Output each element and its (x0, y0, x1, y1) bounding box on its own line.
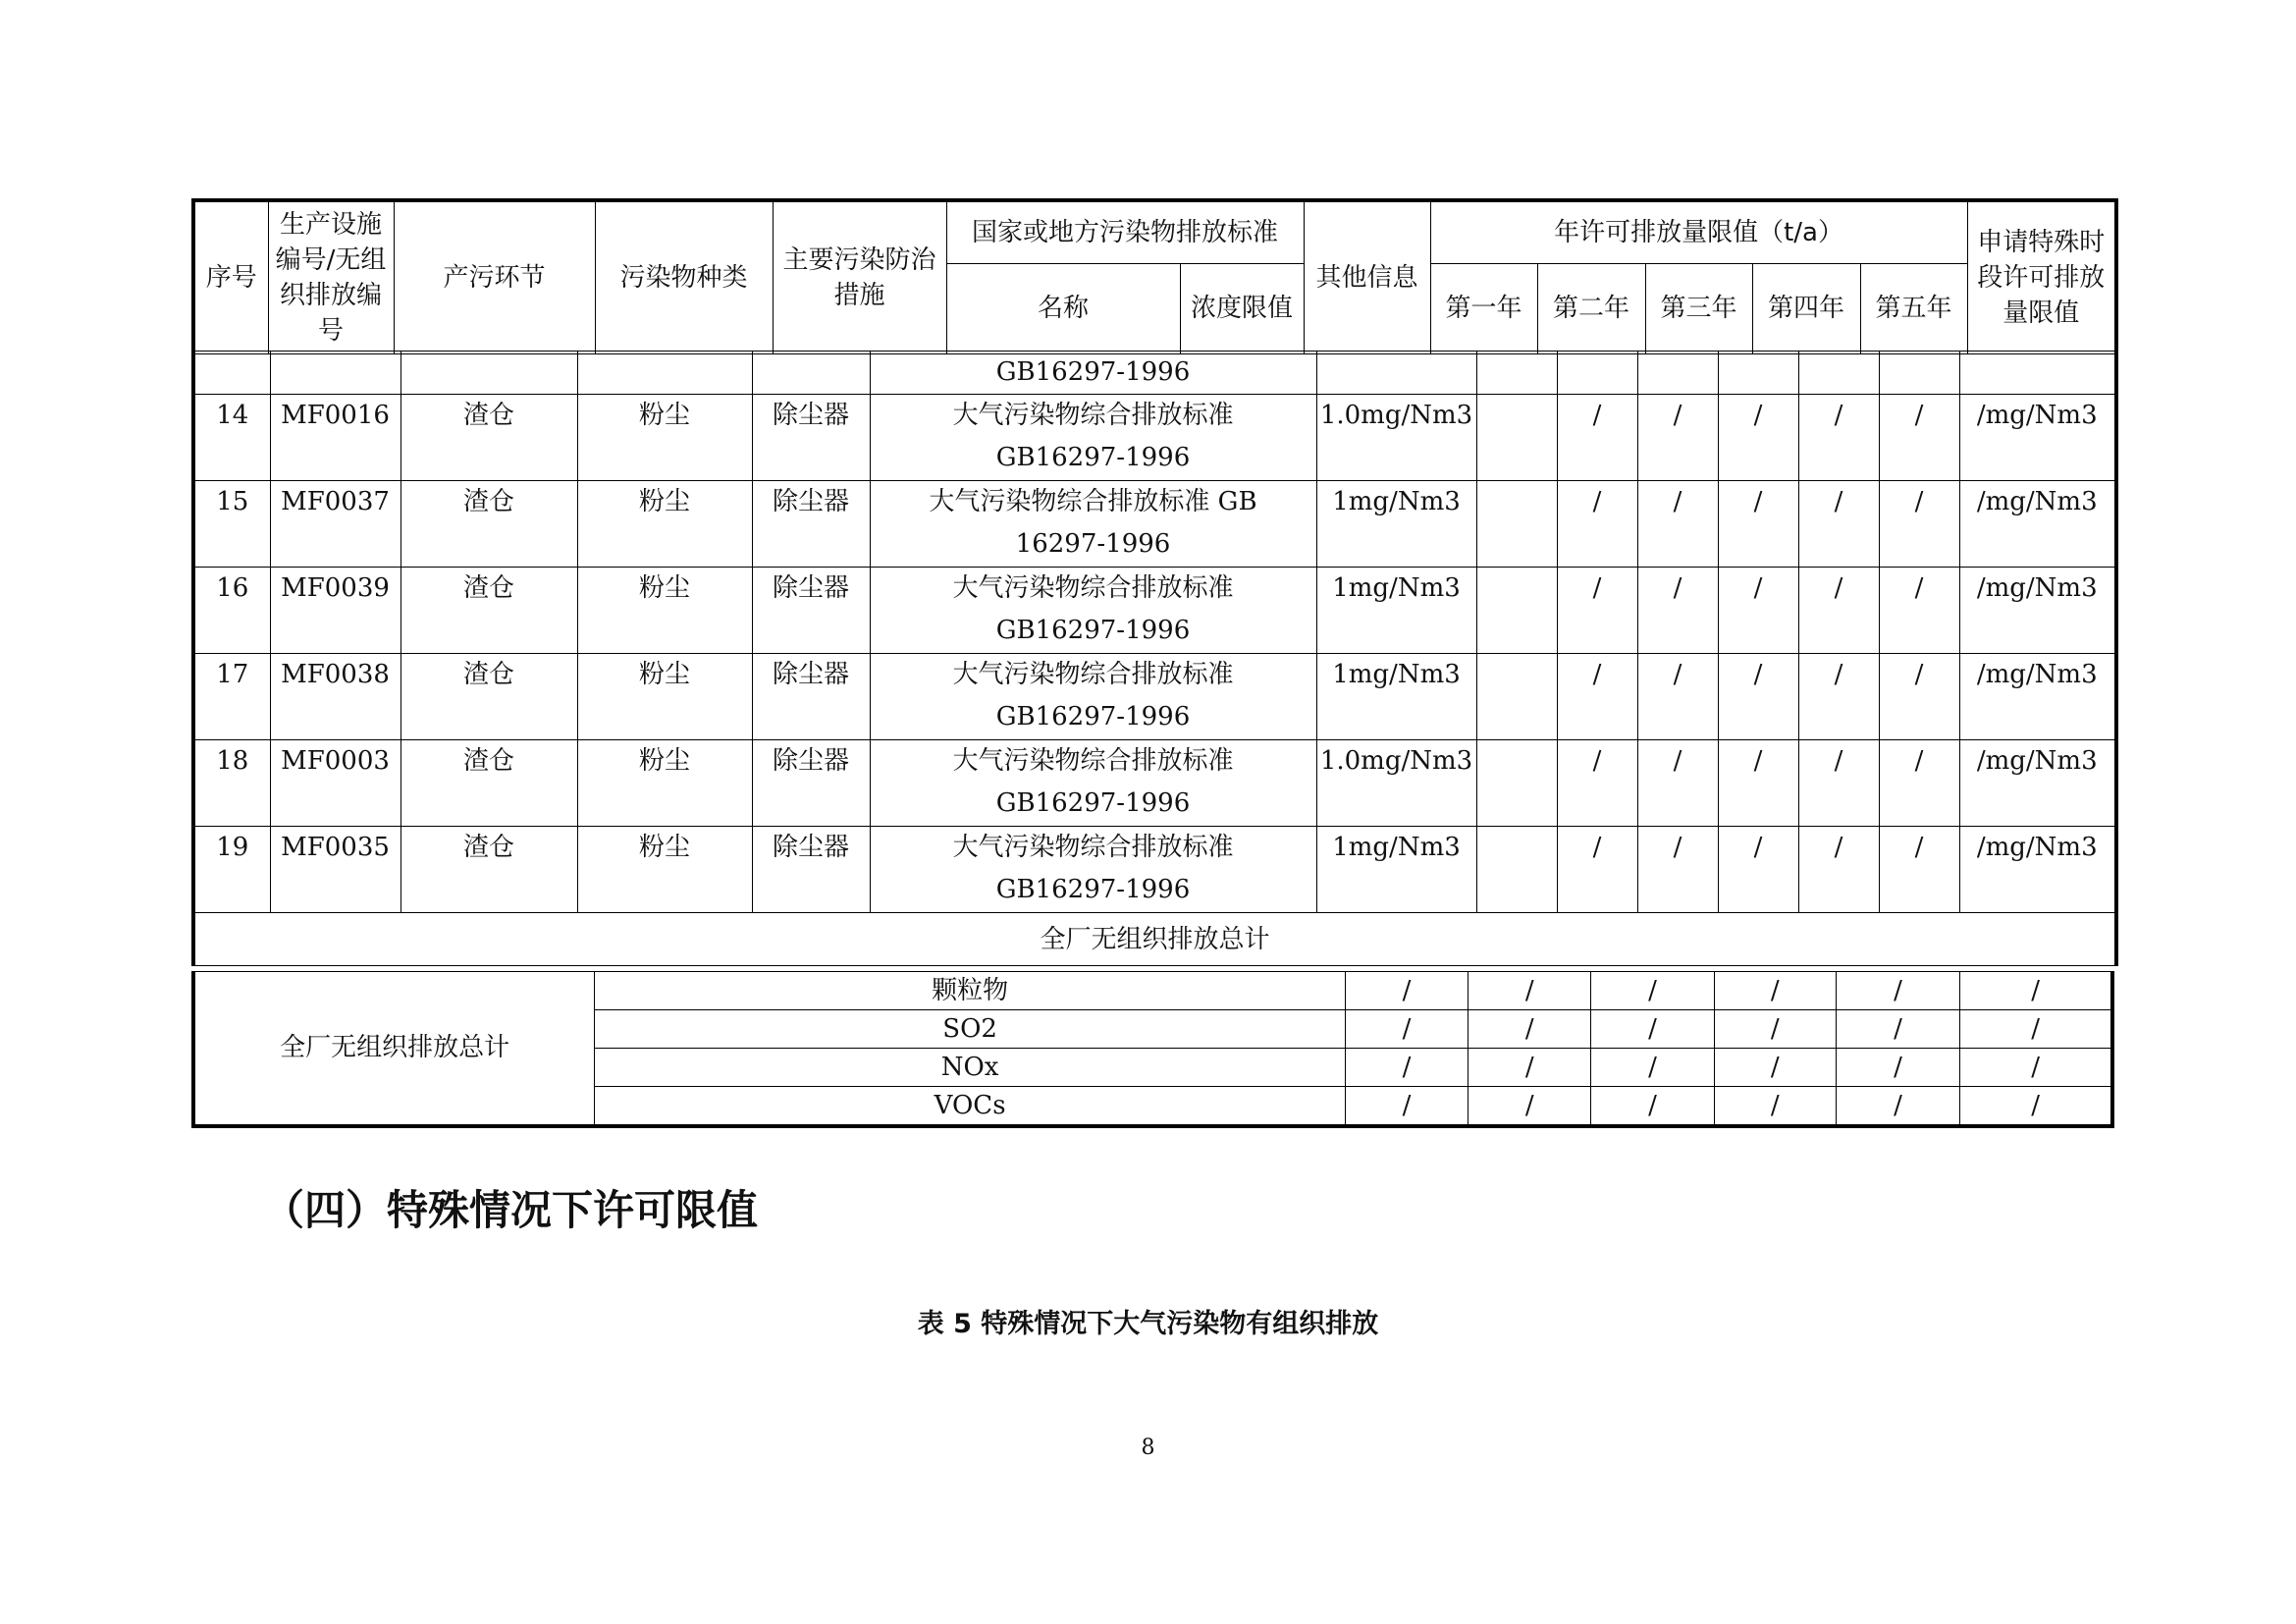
totals-value: / (1591, 972, 1714, 1010)
cell-process: 渣仓 (400, 827, 577, 913)
cell-std-name: 大气污染物综合排放标准 GB16297-1996 (870, 568, 1316, 654)
cell-year-2: / (1637, 395, 1718, 481)
totals-value: / (1345, 972, 1468, 1010)
totals-item-name: NOx (595, 1049, 1346, 1087)
cell-pollutant: 粉尘 (577, 827, 752, 913)
totals-value: / (1714, 972, 1836, 1010)
totals-value: / (1591, 1010, 1714, 1049)
cell-std-name: 大气污染物综合排放标准 GB16297-1996 (870, 827, 1316, 913)
cell-measure: 除尘器 (752, 740, 870, 827)
cell-special: /mg/Nm3 (1959, 481, 2116, 568)
totals-value: / (1468, 1010, 1591, 1049)
totals-row (193, 972, 2112, 1010)
cell-year-1: / (1557, 568, 1637, 654)
totals-label: 全厂无组织排放总计 (193, 972, 595, 1127)
cell-facility: MF0038 (270, 654, 400, 740)
header-measures: 主要污染防治措施 (773, 200, 946, 353)
totals-value: / (1960, 1010, 2112, 1049)
header-std-name: 名称 (946, 263, 1180, 353)
cell-special: /mg/Nm3 (1959, 740, 2116, 827)
cell-seq: 14 (193, 395, 270, 481)
cell-limit: 1mg/Nm3 (1316, 568, 1476, 654)
cell-measure: 除尘器 (752, 827, 870, 913)
totals-value: / (1714, 1087, 1836, 1127)
cell-measure: 除尘器 (752, 568, 870, 654)
header-std-limit: 浓度限值 (1180, 263, 1304, 353)
cell-facility: MF0035 (270, 827, 400, 913)
header-year-4: 第四年 (1752, 263, 1860, 353)
cell-special: /mg/Nm3 (1959, 654, 2116, 740)
totals-value: / (1591, 1049, 1714, 1087)
cell-process: 渣仓 (400, 740, 577, 827)
totals-value: / (1468, 972, 1591, 1010)
cell-year-5: / (1879, 654, 1959, 740)
cell-other (1476, 827, 1557, 913)
table-body (191, 351, 2118, 966)
cell-year-5: / (1879, 395, 1959, 481)
cell-process: 渣仓 (400, 481, 577, 568)
table-row (193, 568, 2116, 654)
cell-year-1: / (1557, 481, 1637, 568)
cell-year-1: / (1557, 827, 1637, 913)
table-caption: 表 5 特殊情况下大气污染物有组织排放 (917, 1309, 1379, 1339)
page-number: 8 (1141, 1435, 1155, 1460)
cell-pollutant: 粉尘 (577, 568, 752, 654)
cell-year-5: / (1879, 568, 1959, 654)
totals-value: / (1591, 1087, 1714, 1127)
cell-year-2: / (1637, 481, 1718, 568)
table-row (193, 740, 2116, 827)
cell-std-name: GB16297-1996 (870, 352, 1316, 395)
cell-std-name: 大气污染物综合排放标准 GB16297-1996 (870, 740, 1316, 827)
totals-value: / (1836, 1087, 1959, 1127)
cell-year-4: / (1798, 481, 1879, 568)
cell-year-3: / (1718, 481, 1798, 568)
table-header (191, 198, 2118, 354)
cell-year-2: / (1637, 740, 1718, 827)
cell-year-2: / (1637, 568, 1718, 654)
cell-year-1: / (1557, 740, 1637, 827)
cell-limit: 1.0mg/Nm3 (1316, 395, 1476, 481)
cell-measure: 除尘器 (752, 395, 870, 481)
cell-special: /mg/Nm3 (1959, 395, 2116, 481)
cell-year-5: / (1879, 740, 1959, 827)
table-row (193, 827, 2116, 913)
table-row-continuation (193, 352, 2116, 395)
table-totals (191, 971, 2114, 1128)
totals-value: / (1714, 1049, 1836, 1087)
header-year-2: 第二年 (1537, 263, 1645, 353)
cell-process: 渣仓 (400, 568, 577, 654)
cell-year-4: / (1798, 740, 1879, 827)
cell-year-1: / (1557, 654, 1637, 740)
cell-std-name: 大气污染物综合排放标准 GB16297-1996 (870, 654, 1316, 740)
totals-value: / (1836, 1010, 1959, 1049)
totals-value: / (1345, 1049, 1468, 1087)
cell-year-4: / (1798, 827, 1879, 913)
cell-limit: 1mg/Nm3 (1316, 654, 1476, 740)
cell-facility: MF0039 (270, 568, 400, 654)
cell-year-3: / (1718, 827, 1798, 913)
header-standard-group: 国家或地方污染物排放标准 (946, 200, 1304, 263)
header-pollutant: 污染物种类 (595, 200, 773, 353)
cell-year-3: / (1718, 654, 1798, 740)
cell-std-name: 大气污染物综合排放标准 GB 16297-1996 (870, 481, 1316, 568)
header-year-3: 第三年 (1645, 263, 1752, 353)
table-row (193, 395, 2116, 481)
cell-year-4: / (1798, 395, 1879, 481)
cell-year-5: / (1879, 827, 1959, 913)
cell-measure: 除尘器 (752, 481, 870, 568)
cell-process: 渣仓 (400, 395, 577, 481)
section-heading: （四）特殊情况下许可限值 (263, 1186, 759, 1234)
totals-value: / (1960, 1049, 2112, 1087)
totals-value: / (1345, 1010, 1468, 1049)
cell-seq: 16 (193, 568, 270, 654)
cell-seq: 15 (193, 481, 270, 568)
cell-pollutant: 粉尘 (577, 654, 752, 740)
cell-facility: MF0016 (270, 395, 400, 481)
cell-std-name: 大气污染物综合排放标准 GB16297-1996 (870, 395, 1316, 481)
header-process: 产污环节 (394, 200, 595, 353)
cell-special: /mg/Nm3 (1959, 568, 2116, 654)
cell-seq: 18 (193, 740, 270, 827)
header-seq: 序号 (193, 200, 268, 353)
cell-limit: 1mg/Nm3 (1316, 827, 1476, 913)
totals-value: / (1714, 1010, 1836, 1049)
cell-year-1: / (1557, 395, 1637, 481)
cell-other (1476, 654, 1557, 740)
cell-year-5: / (1879, 481, 1959, 568)
totals-value: / (1960, 972, 2112, 1010)
cell-seq: 19 (193, 827, 270, 913)
cell-pollutant: 粉尘 (577, 481, 752, 568)
cell-facility: MF0003 (270, 740, 400, 827)
header-other: 其他信息 (1304, 200, 1430, 353)
totals-value: / (1836, 972, 1959, 1010)
cell-special: /mg/Nm3 (1959, 827, 2116, 913)
cell-seq: 17 (193, 654, 270, 740)
cell-limit: 1.0mg/Nm3 (1316, 740, 1476, 827)
totals-value: / (1345, 1087, 1468, 1127)
header-special: 申请特殊时段许可排放量限值 (1967, 200, 2116, 353)
header-facility: 生产设施编号/无组织排放编号 (268, 200, 394, 353)
cell-year-3: / (1718, 395, 1798, 481)
header-year-1: 第一年 (1430, 263, 1537, 353)
table-row (193, 654, 2116, 740)
totals-value: / (1960, 1087, 2112, 1127)
cell-other (1476, 568, 1557, 654)
table-row (193, 481, 2116, 568)
cell-year-4: / (1798, 568, 1879, 654)
cell-other (1476, 481, 1557, 568)
cell-year-2: / (1637, 654, 1718, 740)
cell-year-3: / (1718, 740, 1798, 827)
cell-facility: MF0037 (270, 481, 400, 568)
header-annual-group: 年许可排放量限值（t/a） (1430, 200, 1967, 263)
plant-total-banner: 全厂无组织排放总计 (193, 913, 2116, 966)
cell-year-3: / (1718, 568, 1798, 654)
cell-limit: 1mg/Nm3 (1316, 481, 1476, 568)
cell-pollutant: 粉尘 (577, 395, 752, 481)
header-year-5: 第五年 (1860, 263, 1967, 353)
cell-process: 渣仓 (400, 654, 577, 740)
table-row-banner (193, 913, 2116, 966)
cell-year-4: / (1798, 654, 1879, 740)
totals-value: / (1836, 1049, 1959, 1087)
totals-value: / (1468, 1087, 1591, 1127)
cell-other (1476, 395, 1557, 481)
cell-year-2: / (1637, 827, 1718, 913)
cell-pollutant: 粉尘 (577, 740, 752, 827)
totals-item-name: VOCs (595, 1087, 1346, 1127)
cell-measure: 除尘器 (752, 654, 870, 740)
totals-value: / (1468, 1049, 1591, 1087)
cell-other (1476, 740, 1557, 827)
totals-item-name: 颗粒物 (595, 972, 1346, 1010)
totals-item-name: SO2 (595, 1010, 1346, 1049)
